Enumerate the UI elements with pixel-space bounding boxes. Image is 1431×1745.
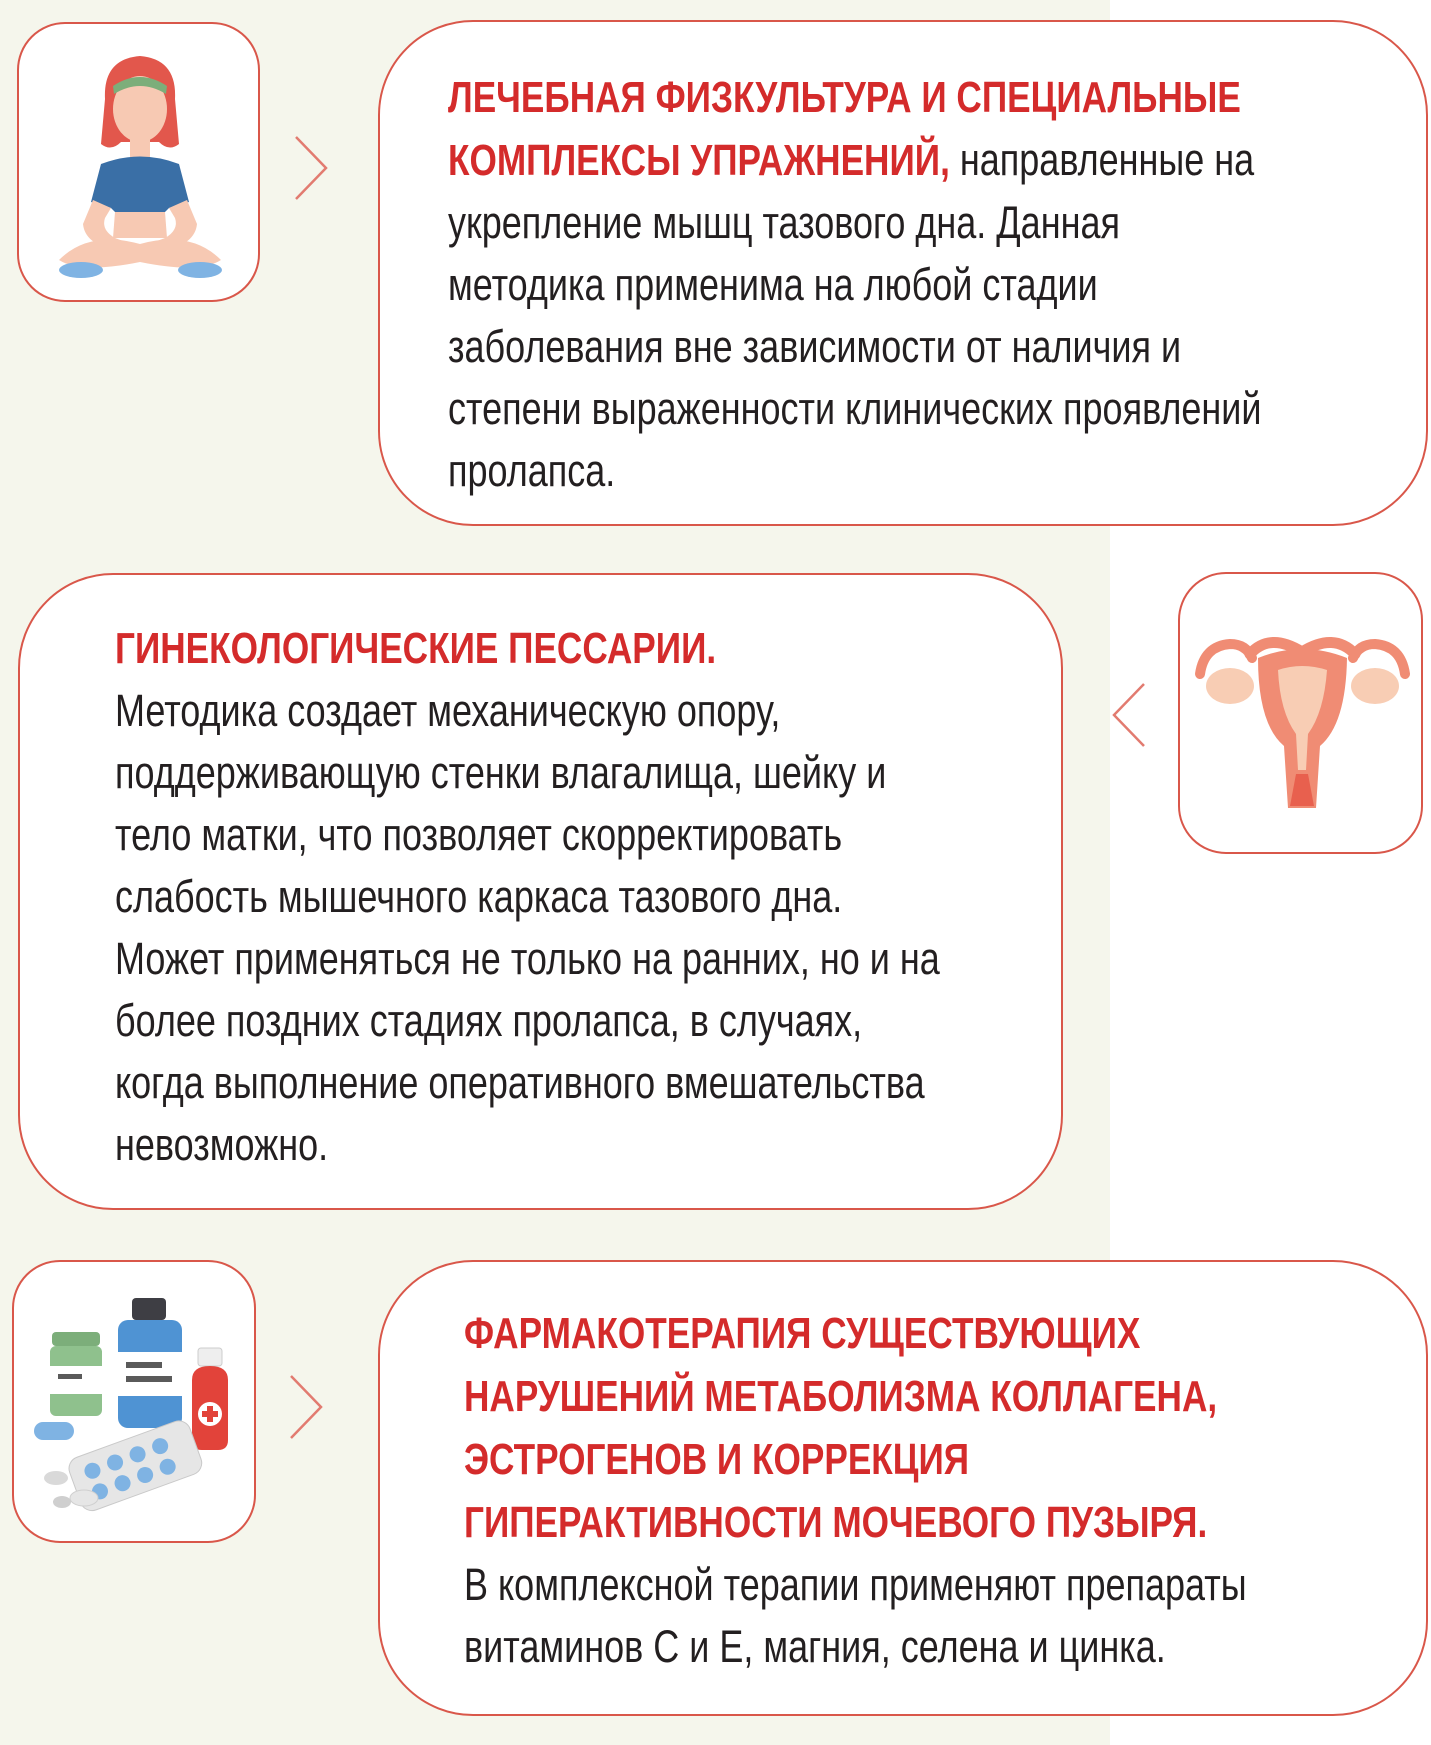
pharmacotherapy-body: В комплексной терапии применяют препараты витаминов С и Е, магния, селена и цинка.: [464, 1559, 1247, 1672]
exercise-body: направленные на укрепление мышц тазового дна. Данная методика применима на любой стадии заболевания вне зависимости от наличия и степени выраженности клинических проявлений пролапса.: [448, 134, 1262, 496]
pharmacotherapy-heading: ФАРМАКОТЕРАПИЯ СУЩЕСТВУЮЩИХ НАРУШЕНИЙ МЕТАБОЛИЗМА КОЛЛАГЕНА, ЭСТРОГЕНОВ И КОРРЕКЦИЯ ГИПЕРАКТИВНОСТИ МОЧЕВОГО ПУЗЫРЯ.: [464, 1309, 1218, 1547]
uterus-icon: [1180, 574, 1425, 856]
chevron-right-icon: [292, 133, 332, 203]
chevron-right-icon: [287, 1372, 327, 1442]
meditating-woman-icon: [19, 24, 262, 304]
exercise-icon-card: [17, 22, 260, 302]
medicines-icon-card: [12, 1260, 256, 1543]
pessary-heading: ГИНЕКОЛОГИЧЕСКИЕ ПЕССАРИИ.: [115, 624, 717, 673]
pessary-body: Методика создает механическую опору, поддерживающую стенки влагалища, шейку и тело матки, что позволяет скорректировать слабость мышечного каркаса тазового дна. Может применяться не только на ранних, но и на более поздних стадиях пролапса, в случаях, когда выполнение оперативного вмешательства невозможно.: [115, 685, 940, 1170]
exercise-text: [448, 66, 1272, 502]
chevron-left-icon: [1108, 680, 1148, 750]
pessary-text: [115, 617, 955, 1176]
medicines-icon: [14, 1262, 258, 1545]
pharmacotherapy-text: [464, 1302, 1280, 1678]
uterus-icon-card: [1178, 572, 1423, 854]
exercise-heading: ЛЕЧЕБНАЯ ФИЗКУЛЬТУРА И СПЕЦИАЛЬНЫЕ КОМПЛЕКСЫ УПРАЖНЕНИЙ,: [448, 73, 1241, 185]
pessary-card: [18, 573, 1063, 1210]
pharmacotherapy-card: [378, 1260, 1428, 1716]
exercise-card: [378, 20, 1428, 526]
